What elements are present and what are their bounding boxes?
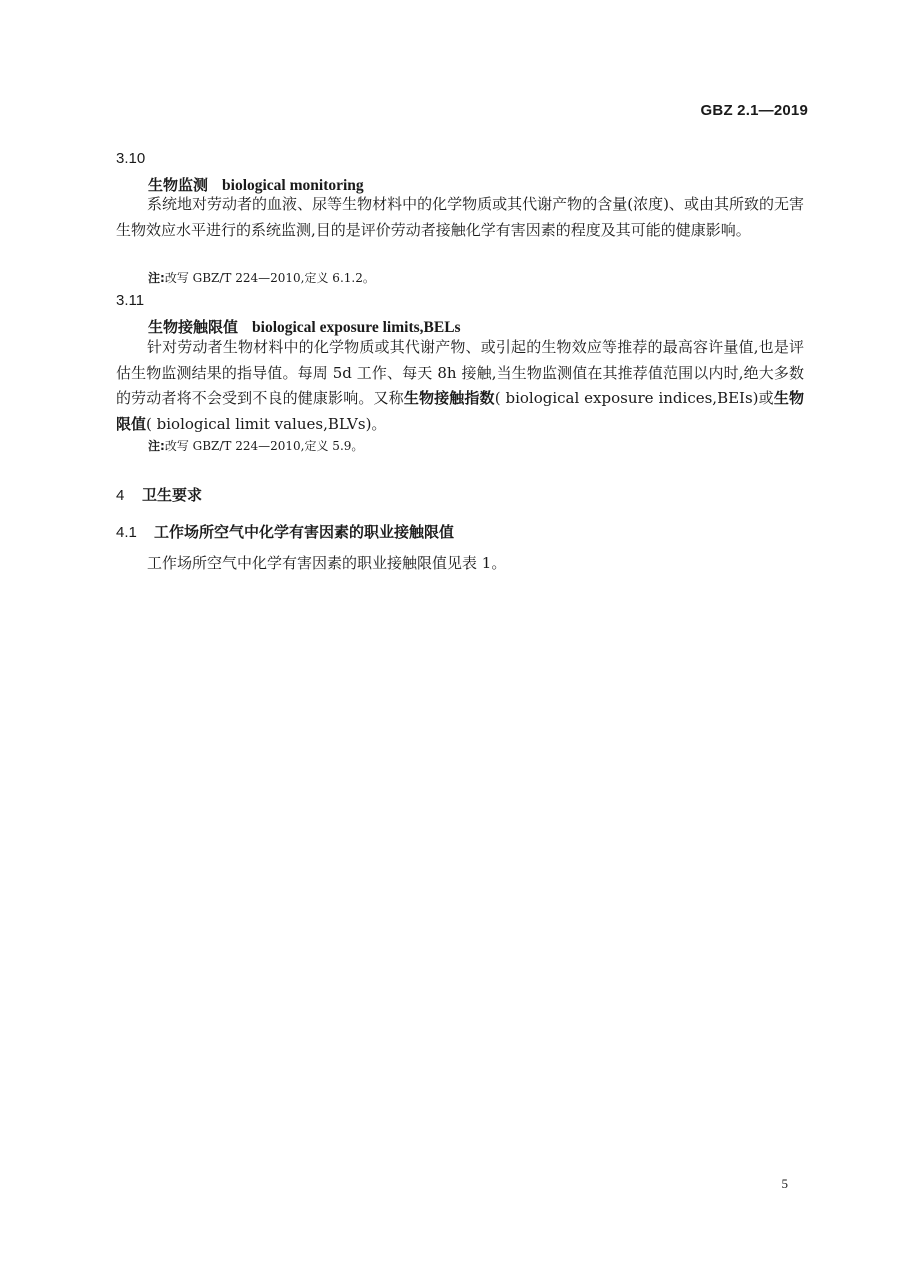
definition-text-1: 针对劳动者生物材料中的化学物质或其代谢产物、或引起的生物效应等推荐的最高容许量值,也是评估生物监测结果的指导值。每周 5d 工作、每天 8h 接触,当生物监测值在其推荐值范围以内时,绝大多数的劳动者将不会受到不良的健康影响。又称 <box>116 338 804 407</box>
note-3-10 <box>148 269 375 286</box>
definition-bold-term-1: 生物接触指数 <box>403 389 495 407</box>
section-number: 4 <box>116 487 125 504</box>
term-cn: 生物接触限值 <box>148 318 239 336</box>
definition-text-2: ( biological exposure indices,BEIs)或 <box>494 389 774 407</box>
section-body-4-1: 工作场所空气中化学有害因素的职业接触限值见表 1。 <box>147 554 507 572</box>
section-number: 4.1 <box>116 524 137 541</box>
note-label: 注: <box>148 271 165 285</box>
document-code-header: GBZ 2.1—2019 <box>700 102 808 119</box>
term-en: biological monitoring <box>222 177 364 194</box>
clause-number-3-11: 3.11 <box>116 292 145 309</box>
term-cn: 生物监测 <box>148 176 209 194</box>
term-heading-3-11 <box>148 316 461 337</box>
definition-3-11 <box>116 335 804 437</box>
definition-text-3: ( biological limit values,BLVs)。 <box>146 414 387 433</box>
note-3-11 <box>148 437 363 454</box>
section-title: 工作场所空气中化学有害因素的职业接触限值 <box>154 523 455 541</box>
section-heading-4-1 <box>116 521 454 542</box>
note-text: 改写 GBZ/T 224—2010,定义 6.1.2。 <box>164 271 375 285</box>
definition-3-10: 系统地对劳动者的血液、尿等生物材料中的化学物质或其代谢产物的含量(浓度)、或由其所致的无害生物效应水平进行的系统监测,目的是评价劳动者接触化学有害因素的程度及其可能的健康影响。 <box>116 195 804 239</box>
clause-number-3-10: 3.10 <box>116 150 146 167</box>
section-heading-4 <box>116 484 202 505</box>
term-en: biological exposure limits,BELs <box>252 319 461 336</box>
section-title: 卫生要求 <box>142 486 203 504</box>
page-number: 5 <box>781 1176 788 1191</box>
note-text: 改写 GBZ/T 224—2010,定义 5.9。 <box>164 439 364 453</box>
definition-bold-term-2: 生物限值 <box>116 389 804 433</box>
note-label: 注: <box>148 439 165 453</box>
